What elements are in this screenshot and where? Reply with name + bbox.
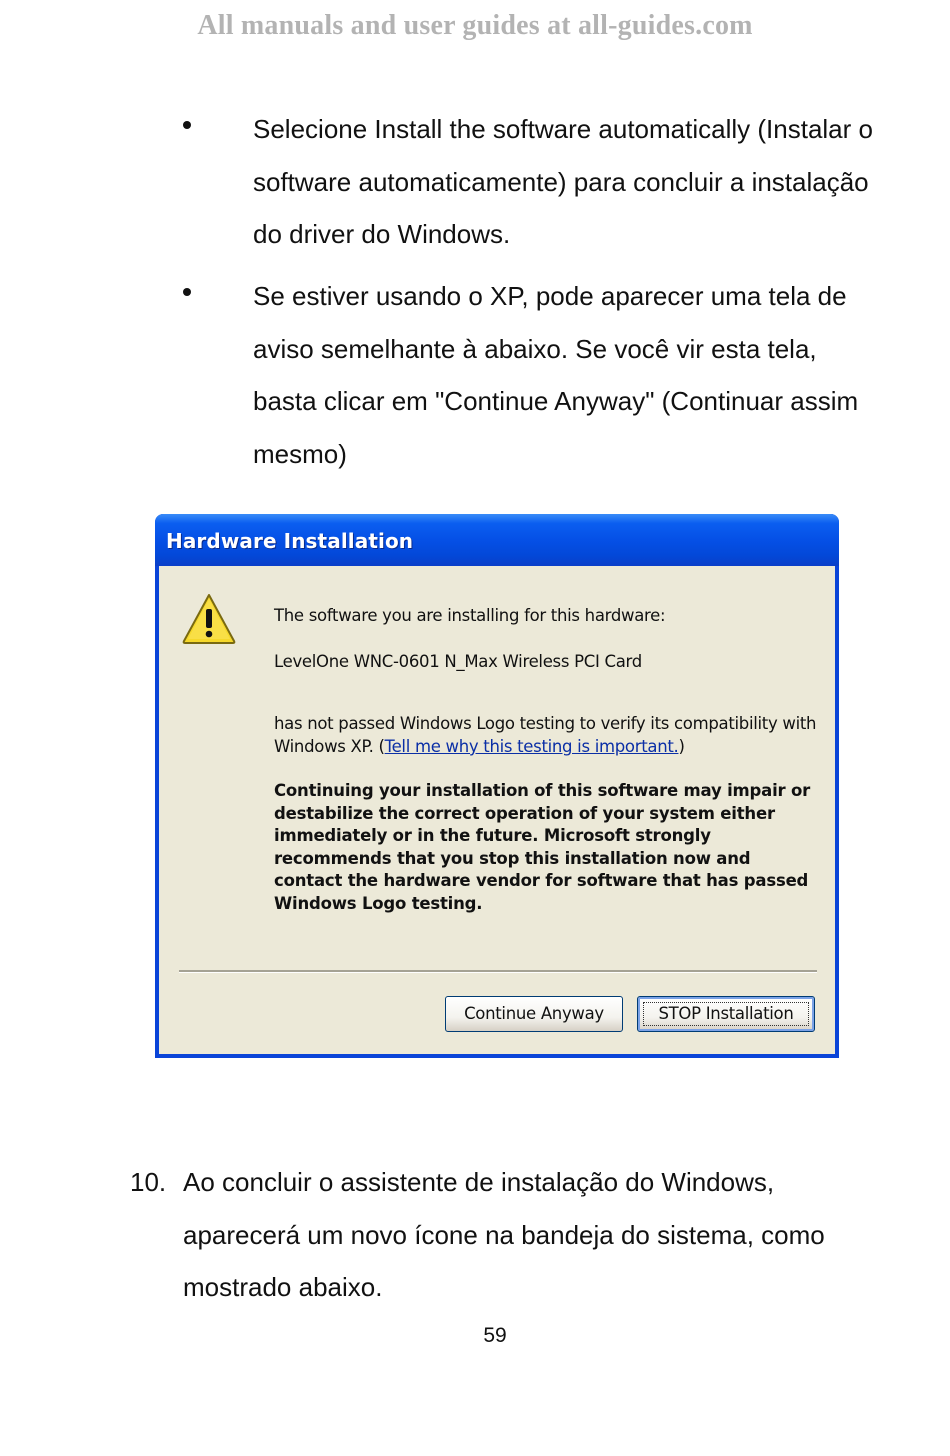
stop-installation-button[interactable]: [637, 996, 815, 1032]
step-text: Ao concluir o assistente de instalação do Windows, aparecerá um novo ícone na bandeja do sistema, como mostrado abaixo.: [183, 1167, 825, 1302]
logo-notice: [274, 712, 824, 758]
continue-anyway-button[interactable]: [445, 996, 623, 1032]
step-number: 10.: [130, 1167, 167, 1197]
divider: [179, 970, 817, 973]
hardware-installation-dialog: [155, 514, 839, 1058]
page-number: 59: [483, 1324, 507, 1347]
dialog-title: Hardware Installation: [166, 529, 414, 553]
dialog-titlebar[interactable]: [155, 514, 839, 566]
watermark: All manuals and user guides at all-guides.com: [197, 10, 753, 41]
warning-icon: [181, 592, 237, 646]
why-testing-link[interactable]: Tell me why this testing is important.: [384, 737, 679, 756]
stop-installation-label: STOP Installation: [658, 1004, 794, 1023]
bullet-text: Se estiver usando o XP, pode aparecer uma tela de aviso semelhante à abaixo. Se você vir esta tela, basta clicar em "Continue Anyway" (Continuar assim mesmo): [253, 281, 859, 469]
logo-notice-suffix: ): [678, 737, 685, 756]
continue-anyway-label: Continue Anyway: [464, 1004, 604, 1023]
bullet-text: Selecione Install the software automatically (Instalar o software automaticamente) para concluir a instalação do driver do Windows.: [253, 114, 873, 249]
bullet-dot: [183, 288, 191, 296]
device-name: LevelOne WNC-0601 N_Max Wireless PCI Card: [274, 652, 642, 671]
dialog-intro-text: The software you are installing for this hardware:: [274, 606, 666, 625]
logo-notice-text: has not passed Windows Logo testing to verify its compatibility with Windows XP. (: [274, 714, 817, 756]
bullet-dot: [183, 121, 191, 129]
warning-text: Continuing your installation of this software may impair or destabilize the correct operation of your system either immediately or in the future. Microsoft strongly recommends that you stop this installation now and contact the hardware vendor for software that has passed Windows Logo testing.: [274, 781, 811, 913]
dialog-body: [159, 566, 835, 1054]
